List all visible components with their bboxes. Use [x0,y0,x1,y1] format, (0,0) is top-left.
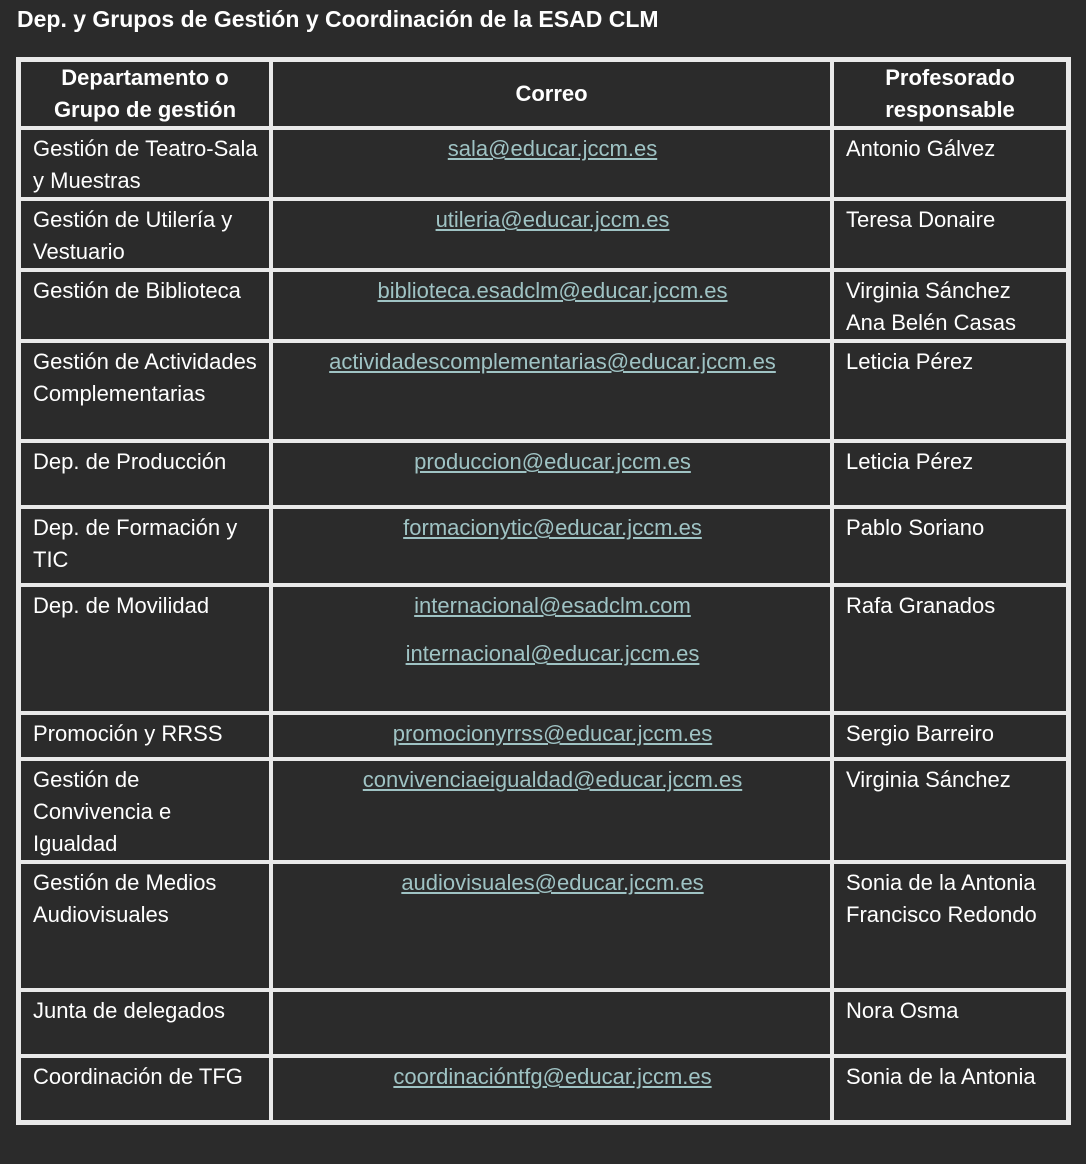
staff-cell [832,713,1068,759]
staff-name: Teresa Donaire [846,207,996,232]
email-cell [271,270,832,341]
email-link[interactable]: audiovisuales@educar.jccm.es [401,870,704,895]
staff-cell [832,341,1068,441]
staff-name: Leticia Pérez [846,349,974,374]
table-row [19,441,1068,507]
staff-cell [832,1056,1068,1122]
department-cell: Gestión de Actividades Complementarias [19,341,271,441]
email-link[interactable]: promocionyrrss@educar.jccm.es [392,721,713,746]
table-row [19,585,1068,713]
staff-name: Nora Osma [846,998,959,1023]
table-body [19,128,1068,1122]
table-row [19,862,1068,990]
staff-name: Francisco Redondo [846,902,1037,927]
staff-name: Sonia de la Antonia [846,870,1036,895]
staff-name: Sonia de la Antonia [846,1064,1036,1089]
email-cell [271,341,832,441]
email-link[interactable]: convivenciaeigualdad@educar.jccm.es [362,767,743,792]
email-cell [271,441,832,507]
department-cell: Gestión de Teatro-Sala y Muestras [19,128,271,199]
email-link[interactable]: actividadescomplementarias@educar.jccm.es [329,349,776,374]
staff-name: Rafa Granados [846,593,996,618]
email-link[interactable]: formacionytic@educar.jccm.es [403,515,702,540]
staff-cell [832,759,1068,862]
staff-name: Leticia Pérez [846,449,974,474]
department-cell: Gestión de Utilería y Vestuario [19,199,271,270]
staff-name: Ana Belén Casas [846,310,1016,335]
staff-cell [832,990,1068,1056]
department-cell: Promoción y RRSS [19,713,271,759]
staff-cell [832,199,1068,270]
staff-name: Virginia Sánchez [846,278,1011,303]
department-cell: Dep. de Formación y TIC [19,507,271,585]
department-cell: Gestión de Medios Audiovisuales [19,862,271,990]
department-cell: Junta de delegados [19,990,271,1056]
email-cell [271,128,832,199]
staff-cell [832,862,1068,990]
staff-cell [832,270,1068,341]
email-cell [271,585,832,713]
header-department: Departamento o Grupo de gestión [19,60,271,128]
staff-cell [832,441,1068,507]
table-row [19,128,1068,199]
table-row [19,713,1068,759]
email-cell [271,990,832,1056]
table-row [19,199,1068,270]
department-cell: Dep. de Producción [19,441,271,507]
header-email: Correo [271,60,832,128]
email-link[interactable]: biblioteca.esadclm@educar.jccm.es [377,278,728,303]
department-cell: Dep. de Movilidad [19,585,271,713]
table-header-row [19,60,1068,128]
email-link[interactable]: internacional@educar.jccm.es [405,641,700,666]
table-row [19,270,1068,341]
email-link[interactable]: internacional@esadclm.com [414,593,691,618]
table-row [19,990,1068,1056]
departments-table [16,57,1071,1125]
email-link[interactable]: sala@educar.jccm.es [447,136,658,161]
email-link[interactable]: coordinacióntfg@educar.jccm.es [393,1064,712,1089]
staff-name: Sergio Barreiro [846,721,994,746]
email-link[interactable]: produccion@educar.jccm.es [414,449,691,474]
department-cell: Gestión de Convivencia e Igualdad [19,759,271,862]
email-cell [271,759,832,862]
staff-cell [832,585,1068,713]
header-staff: Profesorado responsable [832,60,1068,128]
department-cell: Gestión de Biblioteca [19,270,271,341]
table-row [19,1056,1068,1122]
staff-cell [832,128,1068,199]
table-row [19,341,1068,441]
email-cell [271,1056,832,1122]
table-row [19,759,1068,862]
email-cell [271,713,832,759]
page-title: Dep. y Grupos de Gestión y Coordinación de la ESAD CLM [17,6,659,32]
department-cell: Coordinación de TFG [19,1056,271,1122]
email-link[interactable]: utileria@educar.jccm.es [435,207,670,232]
table-row [19,507,1068,585]
staff-cell [832,507,1068,585]
staff-name: Virginia Sánchez [846,767,1011,792]
email-cell [271,507,832,585]
staff-name: Antonio Gálvez [846,136,996,161]
staff-name: Pablo Soriano [846,515,985,540]
email-cell [271,199,832,270]
email-cell [271,862,832,990]
